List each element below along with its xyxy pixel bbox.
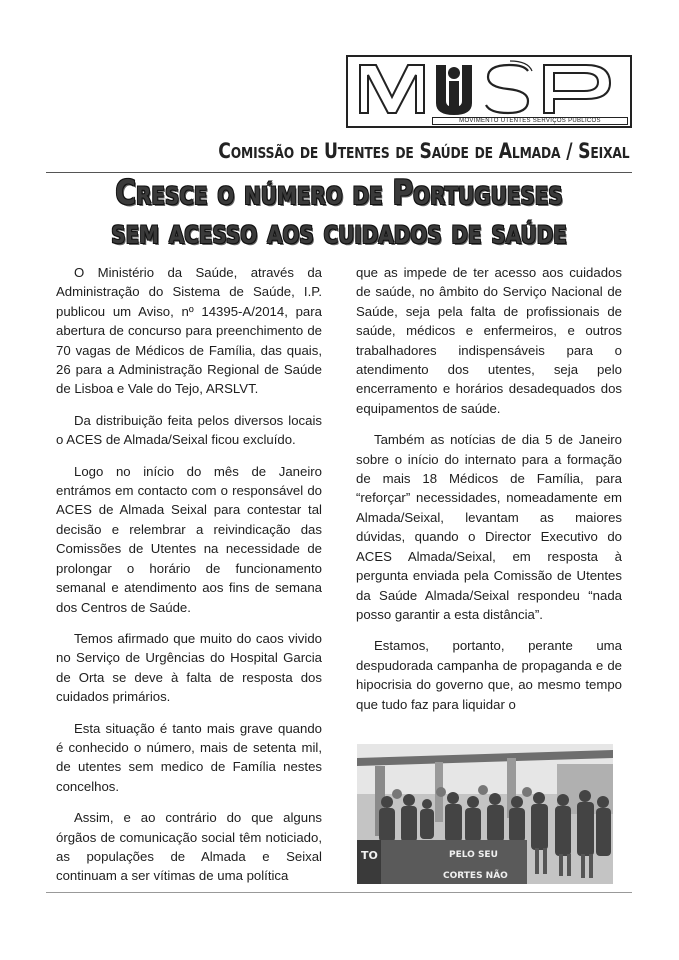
protest-photo-graphic xyxy=(357,744,613,884)
protest-photo xyxy=(357,744,613,884)
divider xyxy=(46,892,632,893)
article-paragraph: Estamos, portanto, perante uma despudorada campanha de propaganda e de hipocrisia do governo que, ao mesmo tempo que tudo faz para liquidar o xyxy=(356,638,622,712)
article-paragraph: Também as notícias de dia 5 de Janeiro sobre o início do internato para a formação de mais 18 Médicos de Família, para “reforçar” necessidades, nomeadamente em Almada/Seixal, levantam as maiores dúvidas, quando o Director Executivo do ACES Almada/Seixal, em resposta à pergunta enviada pela Comissão de Utentes da Saúde Almada/Seixal respondeu “nada posso garantir a esta distância”. xyxy=(356,432,622,622)
logo-subtitle: MOVIMENTO UTENTES SERVIÇOS PÚBLICOS xyxy=(432,117,628,125)
headline-line-1: Cresce o número de Portugueses xyxy=(115,173,563,213)
banner-text-line1: PELO SEU xyxy=(449,850,498,860)
article-column-right xyxy=(356,263,622,726)
headline-line-2: sem acesso aos cuidados de saúde xyxy=(111,212,567,252)
article-paragraph: O Ministério da Saúde, através da Administração do Sistema de Saúde, I.P. publicou um Aviso, nº 14395-A/2014, para abertura de concurso para preenchimento de 70 vagas de Médicos de Família, das quais, 26 para a Administração Regional de Saúde de Lisboa e Vale do Tejo, ARSLVT. xyxy=(56,265,322,397)
article-paragraph: Logo no início do mês de Janeiro entrámos em contacto com o responsável do ACES de Almada Seixal para contestar tal decisão e relembrar a reivindicação das Comissões de Utentes na necessidade de prolongar o horário de funcionamento semanal e atendimento aos fins de semana dos Centros de Saúde. xyxy=(56,463,322,615)
article-paragraph: Assim, e ao contrário do que alguns órgãos de comunicação social têm noticiado, as populações de Almada e Seixal continuam a ser vítimas de uma política xyxy=(56,810,322,884)
article-paragraph: Esta situação é tanto mais grave quando é conhecido o número, mais de setenta mil, de utentes sem medico de Família nestes concelhos. xyxy=(56,720,322,794)
article-paragraph: Temos afirmado que muito do caos vivido no Serviço de Urgências do Hospital Garcia de Orta se deve à falta de resposta dos cuidados primários. xyxy=(56,630,322,705)
musp-logo xyxy=(346,55,632,128)
committee-title: Comissão de Utentes de Saúde de Almada / Seixal xyxy=(217,139,629,163)
article-column-left xyxy=(56,263,322,898)
article-paragraph: que as impede de ter acesso aos cuidados de saúde, no âmbito do Serviço Nacional de Saúde, seja pela falta de profissionais de saúde, médicos e enfermeiros, e outros trabalhadores indispensáveis para o atendimento dos utentes, seja pelo encerramento e horários desadequados dos equipamentos de saúde. xyxy=(356,265,622,416)
logo-letters-graphic xyxy=(348,57,630,126)
banner-text-line2: CORTES NÃO xyxy=(443,871,508,881)
banner-text-left: TO xyxy=(361,849,378,862)
article-paragraph: Da distribuição feita pelos diversos locais o ACES de Almada/Seixal ficou excluído. xyxy=(56,412,322,448)
